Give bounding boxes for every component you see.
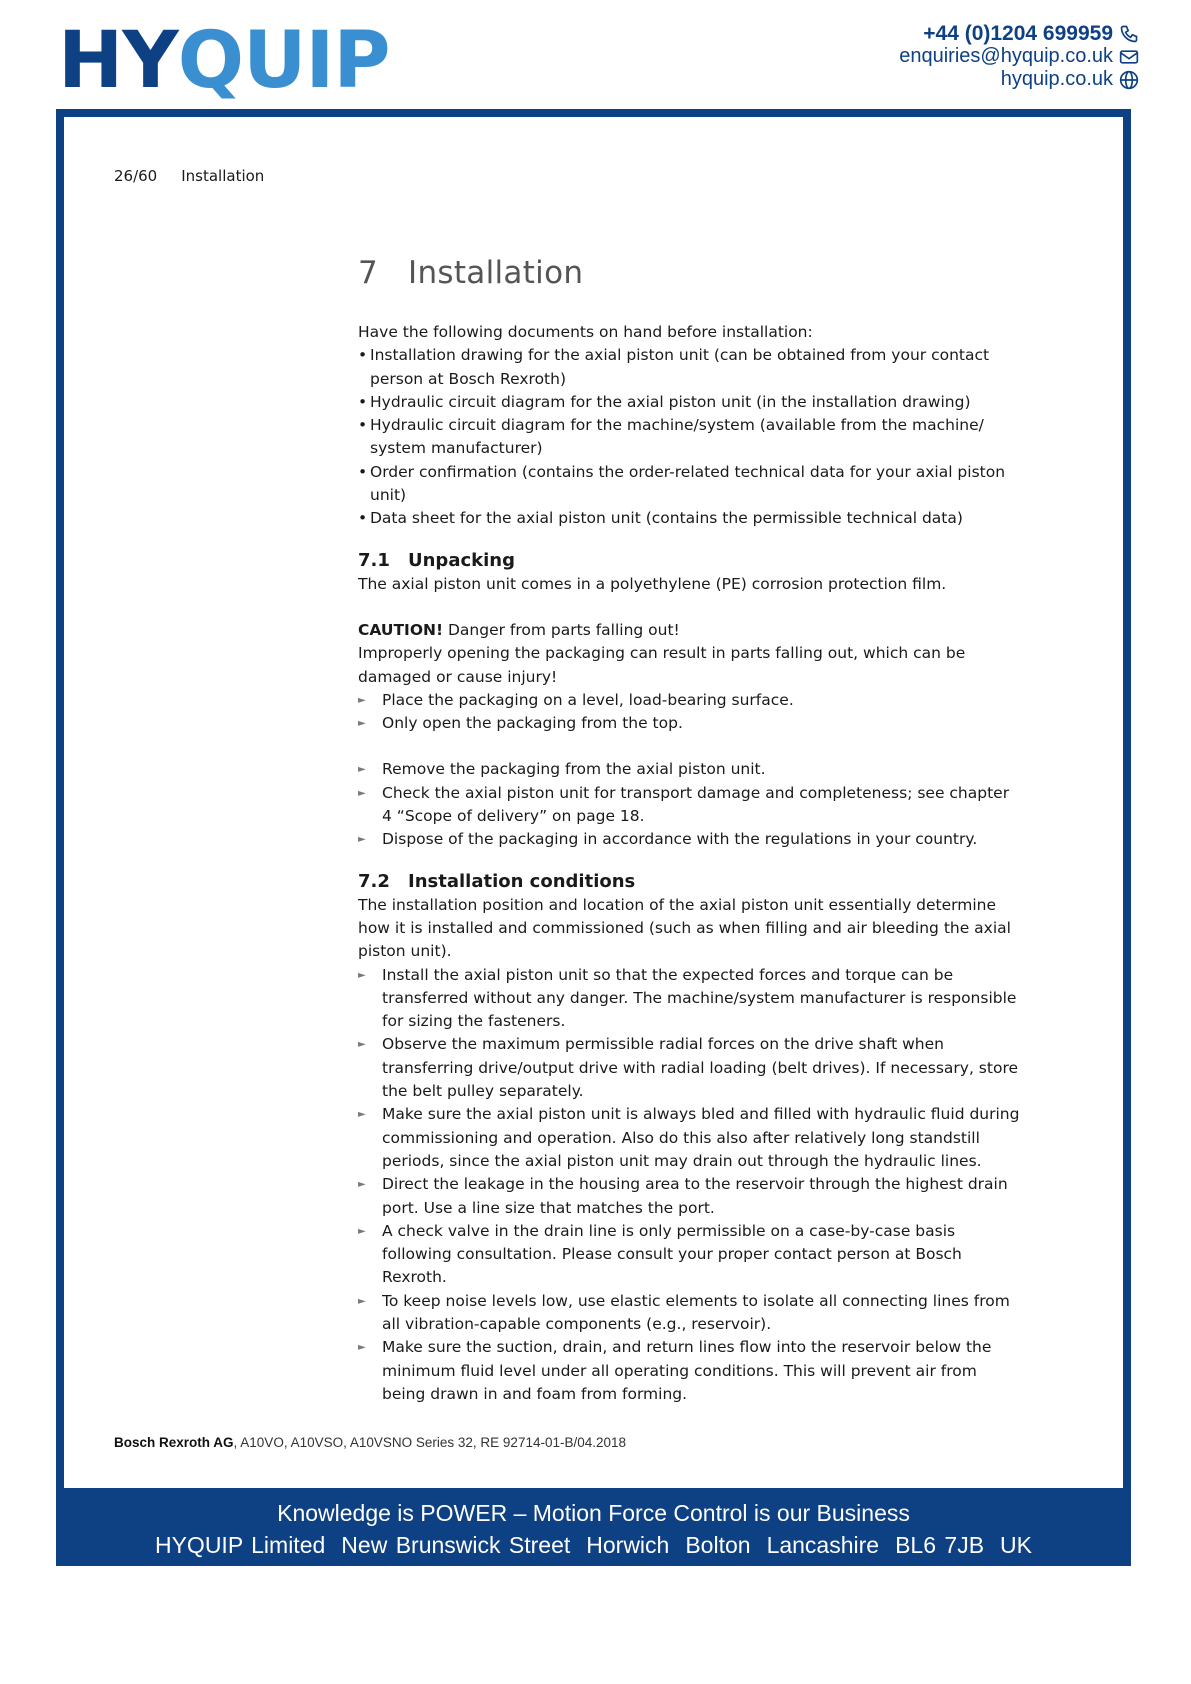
section-7-2-text: The installation position and location of the axial piston unit essentially determine how it is installed and commissioned (such as when filling and air bleeding the axial piston unit).: [358, 895, 1011, 961]
main-content: [358, 253, 1023, 1406]
address-part: Lancashire: [766, 1532, 880, 1558]
page-number: 26/60: [114, 167, 158, 185]
email-address[interactable]: enquiries@hyquip.co.uk: [899, 45, 1113, 67]
list-item: ► Place the packaging on a level, load-bearing surface.: [358, 689, 1023, 712]
caution-title: Danger from parts falling out!: [443, 620, 680, 639]
phone-row[interactable]: [899, 22, 1139, 45]
list-item: ► Direct the leakage in the housing area to the reservoir through the highest drain port. Use a line size that matches the port.: [358, 1173, 1023, 1220]
logo-quip: QUIP: [177, 16, 390, 106]
address-part: HYQUIP Limited: [154, 1532, 326, 1558]
caution-heading: [358, 619, 1023, 642]
list-item: ► Make sure the axial piston unit is always bled and filled with hydraulic fluid during commissioning and operation. Also do this also after relatively long standstill periods, since the axial piston unit may drain out through the hydraulic lines.: [358, 1103, 1023, 1173]
list-item: • Hydraulic circuit diagram for the axial piston unit (in the installation drawing): [358, 391, 1023, 414]
chapter-title: [358, 253, 1023, 293]
address-part: UK: [1000, 1532, 1032, 1558]
list-item: ► Dispose of the packaging in accordance with the regulations in your country.: [358, 828, 1023, 851]
chapter-number: 7: [358, 255, 379, 291]
document-footer: [114, 1435, 626, 1450]
list-item: • Order confirmation (contains the order-related technical data for your axial piston unit): [358, 461, 1023, 508]
caution-steps: [358, 689, 1023, 736]
list-item: • Installation drawing for the axial piston unit (can be obtained from your contact person at Bosch Rexroth): [358, 344, 1023, 391]
logo-hy: HY: [58, 16, 178, 106]
website-link[interactable]: hyquip.co.uk: [1000, 68, 1113, 90]
address-part: New Brunswick Street: [341, 1532, 571, 1558]
envelope-icon: [1119, 47, 1139, 67]
section-title: Installation conditions: [408, 870, 636, 892]
contact-block: [899, 22, 1139, 91]
list-item: ► Install the axial piston unit so that the expected forces and torque can be transferred without any danger. The machine/system manufacturer is responsible for sizing the fasteners.: [358, 964, 1023, 1034]
list-item: • Data sheet for the axial piston unit (contains the permissible technical data): [358, 507, 1023, 530]
footer-reference: , A10VO, A10VSO, A10VSNO Series 32, RE 92714-01-B/04.2018: [233, 1435, 627, 1450]
list-item: • Hydraulic circuit diagram for the machine/system (available from the machine/ system manufacturer): [358, 414, 1023, 461]
hyquip-logo: [58, 16, 390, 106]
banner-slogan: Knowledge is POWER – Motion Force Control is our Business: [277, 1500, 910, 1526]
list-item: ► Check the axial piston unit for transport damage and completeness; see chapter 4 “Scope of delivery” on page 18.: [358, 782, 1023, 829]
list-item: ► Observe the maximum permissible radial forces on the drive shaft when transferring drive/output drive with radial loading (belt drives). If necessary, store the belt pulley separately.: [358, 1033, 1023, 1103]
chapter-title-text: Installation: [408, 255, 584, 291]
phone-number[interactable]: +44 (0)1204 699959: [923, 22, 1113, 45]
caution-text: Improperly opening the packaging can result in parts falling out, which can be damaged or cause injury!: [358, 644, 966, 686]
address-part: BL6 7JB: [895, 1532, 985, 1558]
list-item: ► Make sure the suction, drain, and return lines flow into the reservoir below the minimum fluid level under all operating conditions. This will prevent air from being drawn in and foam from forming.: [358, 1336, 1023, 1406]
email-row[interactable]: [899, 45, 1139, 68]
section-name: Installation: [181, 167, 265, 185]
globe-icon: [1119, 70, 1139, 90]
section-7-1-text: The axial piston unit comes in a polyethylene (PE) corrosion protection film.: [358, 574, 947, 593]
list-item: ► Only open the packaging from the top.: [358, 712, 1023, 735]
chapter-intro: Have the following documents on hand before installation:: [358, 323, 813, 341]
website-row[interactable]: [899, 68, 1139, 91]
section-number: 7.2: [358, 870, 390, 892]
caution-label: CAUTION!: [358, 620, 444, 639]
footer-banner: [56, 1488, 1131, 1566]
list-item: ► To keep noise levels low, use elastic elements to isolate all connecting lines from all vibration-capable components (e.g., reservoir).: [358, 1290, 1023, 1337]
address-part: Horwich: [586, 1532, 670, 1558]
list-item: ► A check valve in the drain line is only permissible on a case-by-case basis following consultation. Please consult your proper contact person at Bosch Rexroth.: [358, 1220, 1023, 1290]
unpacking-steps: [358, 758, 1023, 851]
section-7-1-heading: [358, 549, 1023, 573]
banner-address: [56, 1528, 1131, 1562]
page-header: [114, 167, 264, 185]
documents-list: [358, 344, 1023, 530]
section-7-2-heading: [358, 870, 1023, 894]
installation-steps: [358, 964, 1023, 1407]
phone-icon: [1119, 24, 1139, 44]
list-item: ► Remove the packaging from the axial piston unit.: [358, 758, 1023, 781]
footer-company: Bosch Rexroth AG: [114, 1435, 234, 1450]
address-part: Bolton: [685, 1532, 751, 1558]
section-number: 7.1: [358, 549, 390, 571]
section-title: Unpacking: [408, 549, 515, 571]
